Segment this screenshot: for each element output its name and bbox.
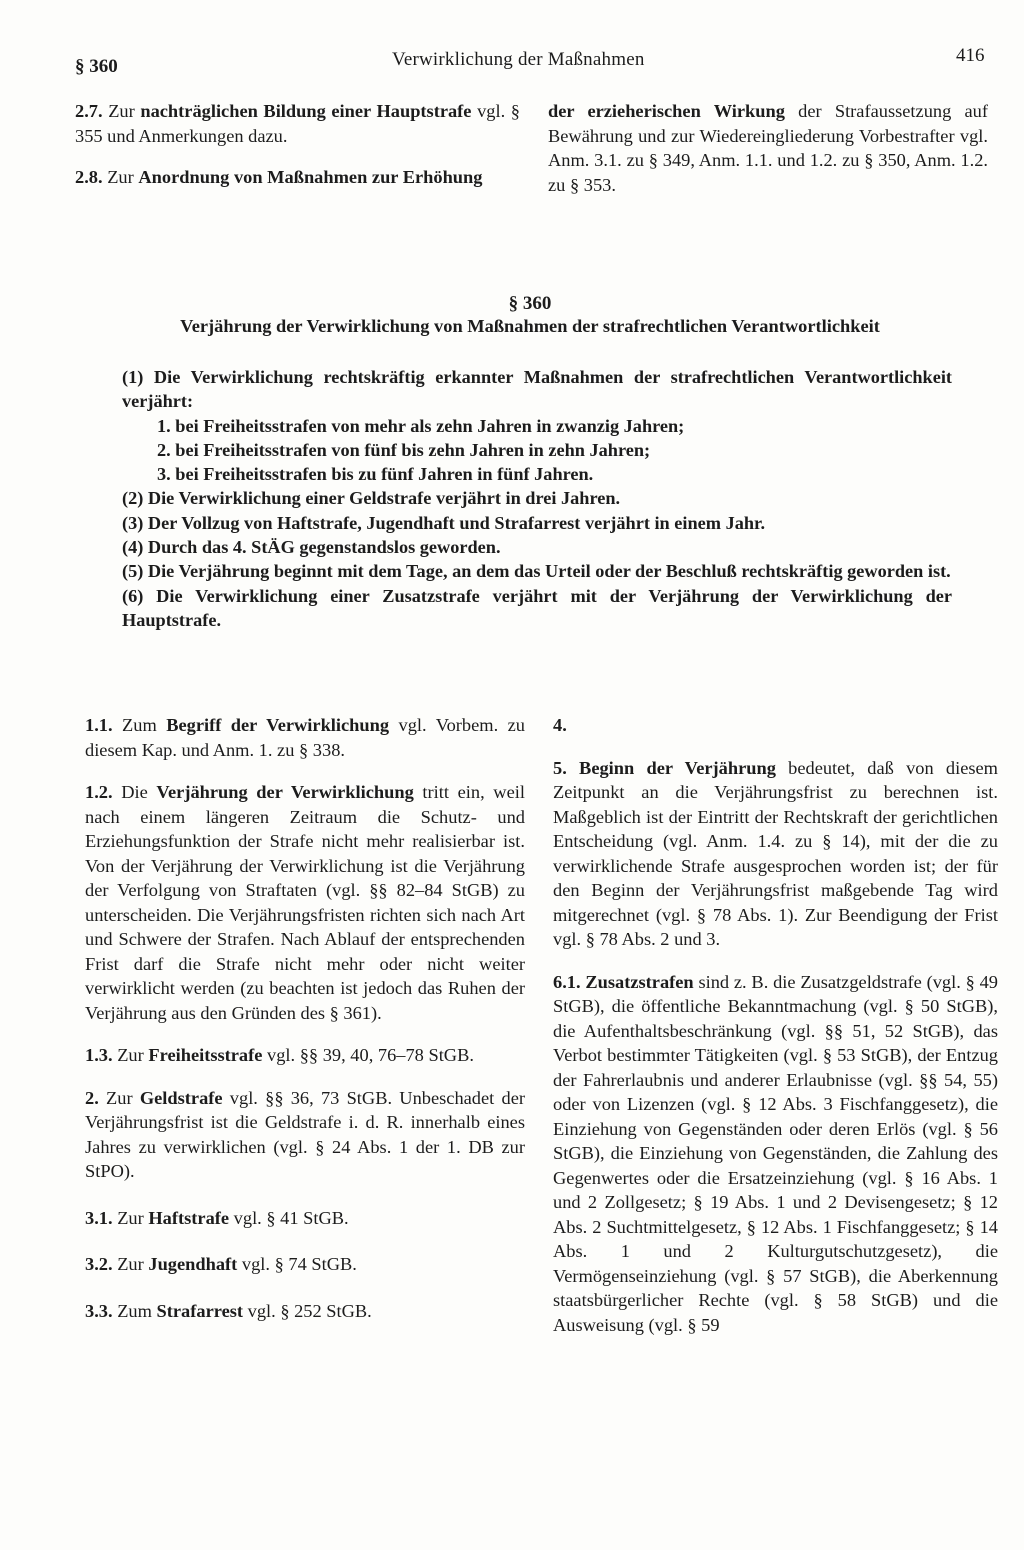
law-section-title: Verjährung der Verwirklichung von Maßnahmen der strafrechtlichen Verantwortlichkeit — [180, 316, 880, 336]
top-left-column — [75, 99, 520, 190]
note-3-3: 3.3. Zum Strafarrest vgl. § 252 StGB. — [85, 1300, 372, 1321]
note-number: 1.2. — [85, 782, 113, 802]
law-paragraph-5: (5) Die Verjährung beginnt mit dem Tage, an dem das Urteil oder der Beschluß rechtskräftig geworden ist. — [122, 561, 951, 582]
note-2: 2. Zur Geldstrafe vgl. §§ 36, 73 StGB. Unbeschadet der Verjährungsfrist ist die Geldstrafe i. d. R. innerhalb eines Jahres zu verwirklichen (vgl. § 24 Abs. 1 der 1. DB zur StPO). — [85, 1087, 525, 1181]
law-item-3: 3. bei Freiheitsstrafen bis zu fünf Jahren in fünf Jahren. — [157, 464, 594, 485]
law-section-number: § 360 — [508, 293, 552, 314]
note-keyword: Geldstrafe — [139, 1087, 223, 1108]
note-keyword: Verjährung der Verwirklichung — [156, 782, 414, 802]
annotations-left-column — [85, 713, 525, 1323]
note-number: 1.3. — [85, 1045, 113, 1065]
note-keyword: Jugendhaft — [148, 1254, 238, 1274]
note-keyword: Zusatzstrafen — [585, 971, 694, 992]
note-6-1: 6.1. Zusatzstrafen sind z. B. die Zusatzgeldstrafe (vgl. § 49 StGB), die öffentliche Bekanntmachung (vgl. § 50 StGB), die Aufenthaltsbeschränkung (vgl. §§ 51, 52 StGB), das Verbot bestimmter Tätigkeiten (vgl. § 53 StGB), der Entzug der Fahrerlaubnis und anderer Erlaubnisse (vgl. §§ 54, 55) oder von Lizenzen (vgl. § 12 Abs. 3 Fischfanggesetz), die Einziehung von Gegenständen oder deren Erlös (vgl. § 56 StGB), die Einziehung von Gegenständen, die Zahlung des Gegenwertes oder die Ersatzeinziehung (vgl. § 16 Abs. 1 und 2 Zollgesetz; § 19 Abs. 1 und 2 Devisengesetz; § 12 Abs. 2 Suchtmittelgesetz, § 12 Abs. 1 Fischfanggesetz; § 14 Abs. 1 und 2 Kulturgutschutzgesetz), die Vermögenseinziehung (vgl. § 57 StGB), die Aberkennung staatsbürgerlicher Rechte (vgl. § 58 StGB) und die Ausweisung (vgl. § 59 — [553, 971, 998, 1335]
law-item-2: 2. bei Freiheitsstrafen von fünf bis zehn Jahren in zehn Jahren; — [157, 439, 651, 460]
note-3-2: 3.2. Zur Jugendhaft vgl. § 74 StGB. — [85, 1254, 357, 1274]
note-number: 3.1. — [85, 1207, 113, 1228]
note-1-3: 1.3. Zur Freiheitsstrafe vgl. §§ 39, 40, 76–78 StGB. — [85, 1045, 474, 1065]
law-paragraph-4: (4) Durch das 4. StÄG gegenstandslos geworden. — [122, 537, 501, 558]
note-2-8: 2.8. Zur Anordnung von Maßnahmen zur Erhöhung — [75, 167, 483, 187]
law-item-1: 1. bei Freiheitsstrafen von mehr als zehn Jahren in zwanzig Jahren; — [157, 415, 685, 436]
note-number: 1.1. — [85, 715, 113, 735]
note-number: 4. — [553, 715, 567, 735]
law-text — [122, 365, 952, 632]
note-number: 3.3. — [85, 1300, 113, 1321]
running-title: Verwirklichung der Maßnahmen — [392, 49, 645, 70]
note-1-1: 1.1. Zum Begriff der Verwirklichung vgl. Vorbem. zu diesem Kap. und Anm. 1. zu § 338. — [85, 715, 525, 760]
note-2-8-continued: der erzieherischen Wirkung der Strafaussetzung auf Bewährung und zur Wiedereingliederung Vorbestrafter vgl. Anm. 3.1. zu § 349, Anm. 1.1. und 1.2. zu § 350, Anm. 1.2. zu § 353. — [548, 101, 988, 195]
note-keyword: Strafarrest — [156, 1300, 244, 1321]
section-marker: § 360 — [75, 56, 118, 77]
law-paragraph-1: (1) Die Verwirklichung rechtskräftig erkannter Maßnahmen der strafrechtlichen Verantwortlichkeit verjährt: — [122, 367, 952, 412]
note-1-2: 1.2. Die Verjährung der Verwirklichung tritt ein, weil nach einem längeren Zeitraum die Schutz- und Erziehungsfunktion der Strafe nicht mehr realisierbar ist. Von der Verjährung der Verwirklichung ist die Verjährung der Verfolgung von Straftaten (vgl. §§ 82–84 StGB) zu unterscheiden. Die Verjährungsfristen richten sich nach Art und Schwere der Strafen. Nach Ablauf der entsprechenden Frist darf die Strafe nicht mehr oder nicht weiter verwirklicht werden (zu beachten ist jedoch das Ruhen der Verjährung aus den Gründen des § 361). — [85, 782, 525, 1023]
note-number: 3.2. — [85, 1254, 113, 1274]
law-paragraph-2: (2) Die Verwirklichung einer Geldstrafe verjährt in drei Jahren. — [122, 488, 621, 509]
note-keyword: Haftstrafe — [148, 1207, 230, 1228]
note-keyword: der erzieherischen Wirkung — [548, 101, 785, 121]
note-3-1: 3.1. Zur Haftstrafe vgl. § 41 StGB. — [85, 1207, 349, 1228]
note-keyword: Anordnung von Maßnahmen zur Erhöhung — [138, 167, 483, 187]
note-keyword: Freiheitsstrafe — [148, 1045, 263, 1065]
note-4 — [553, 713, 998, 738]
note-number: 2.8. — [75, 167, 103, 187]
note-2-7: 2.7. Zur nachträglichen Bildung einer Hauptstrafe vgl. § 355 und Anmerkungen dazu. — [75, 101, 520, 146]
page-number: 416 — [956, 45, 985, 66]
top-right-column — [548, 99, 988, 197]
note-keyword: nachträglichen Bildung einer Hauptstrafe — [140, 101, 472, 121]
note-number: 5. — [553, 757, 567, 778]
note-keyword: Beginn der Verjährung — [579, 757, 776, 778]
annotations-right-column — [553, 713, 998, 1337]
note-keyword: Begriff der Verwirklichung — [166, 715, 390, 735]
note-5: 5. Beginn der Verjährung bedeutet, daß von diesem Zeitpunkt an die Verjährungsfrist zu berechnen ist. Maßgeblich ist der Eintritt der Rechtskraft der gerichtlichen Entscheidung (vgl. Anm. 1.4. zu § 14), mit der die zu verwirklichende Strafe ausgesprochen worden ist; der für den Beginn der Verjährungsfrist maßgebende Tag wird mitgerechnet (vgl. § 78 Abs. 1). Zur Beendigung der Frist vgl. § 78 Abs. 2 und 3. — [553, 757, 998, 949]
law-paragraph-6: (6) Die Verwirklichung einer Zusatzstrafe verjährt mit der Verjährung der Verwirklichung der Hauptstrafe. — [122, 585, 952, 630]
law-paragraph-3: (3) Der Vollzug von Haftstrafe, Jugendhaft und Strafarrest verjährt in einem Jahr. — [122, 512, 766, 533]
note-number: 6.1. — [553, 971, 581, 992]
note-number: 2.7. — [75, 101, 103, 121]
note-number: 2. — [85, 1087, 99, 1108]
